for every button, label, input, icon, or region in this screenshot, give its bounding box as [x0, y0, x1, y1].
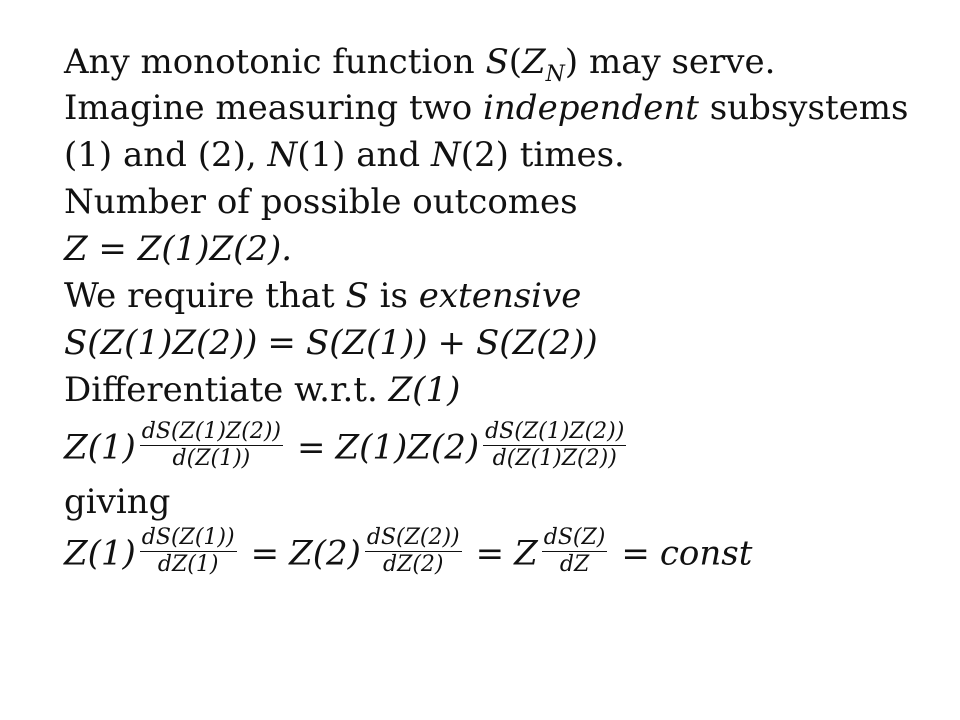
equals-sign: = [297, 427, 326, 468]
math-z1: Z(1) [388, 370, 461, 410]
math-const: const [659, 533, 753, 574]
line-number-of-outcomes [64, 182, 578, 222]
equals-sign: = [475, 533, 505, 574]
fraction-numerator: dS(Z(1)Z(2)) [141, 419, 282, 444]
text: Number of possible outcomes [64, 182, 578, 222]
plus-sign: + [437, 323, 467, 363]
math-prefactor: Z [514, 533, 538, 574]
fraction-numerator: dS(Z) [543, 525, 606, 550]
text: and [345, 135, 431, 175]
math-n: N [267, 135, 298, 175]
math-arg: (2) [460, 135, 509, 175]
math-arg: (1) [297, 135, 346, 175]
math-prefactor: Z(2) [289, 533, 361, 574]
text: is [368, 276, 419, 316]
math-z: Z [522, 42, 546, 82]
fraction-denominator: d(Z(1)) [172, 446, 251, 471]
text: times. [508, 135, 625, 175]
paren-open: ( [508, 42, 522, 82]
line-differentiate [64, 370, 460, 410]
subscript-n: N [545, 62, 565, 87]
equation-constant [64, 525, 753, 581]
fraction-numerator: dS(Z(1)) [141, 525, 235, 550]
equals-sign: = [250, 533, 280, 574]
text: giving [64, 482, 171, 522]
fraction-denominator: d(Z(1)Z(2)) [492, 446, 617, 471]
fraction-numerator: dS(Z(2)) [366, 525, 460, 550]
math-prefactor: Z(1)Z(2) [335, 427, 480, 468]
line-giving [64, 482, 170, 522]
text: Differentiate w.r.t. [64, 370, 389, 410]
fraction-2 [483, 420, 626, 471]
fraction-denominator: dZ(2) [382, 552, 444, 577]
math-n: N [430, 135, 461, 175]
text: Any monotonic function [64, 42, 486, 82]
math-s: S [485, 42, 509, 82]
equals-sign: = [621, 533, 650, 574]
fraction-denominator: dZ [559, 552, 590, 577]
text: may serve. [578, 42, 776, 82]
fraction-1 [140, 526, 237, 577]
math-prefactor: Z(1) [64, 533, 136, 574]
text: (1) and (2), [64, 135, 268, 175]
fraction-denominator: dZ(1) [157, 552, 219, 577]
fraction-1 [140, 420, 283, 471]
emphasis-extensive: extensive [418, 276, 582, 316]
math-rhs-2: S(Z(2)) [476, 323, 598, 363]
equation-derivative [64, 419, 630, 475]
text: Imagine measuring two [64, 88, 484, 128]
line-monotonic-function [64, 42, 775, 87]
line-require-extensive [64, 276, 581, 316]
math-s: S [345, 276, 369, 316]
line-imagine-measuring [64, 88, 908, 128]
text: subsystems [698, 88, 909, 128]
emphasis-independent: independent [483, 88, 699, 128]
math-prefactor: Z(1) [64, 427, 136, 468]
equation-extensivity [64, 323, 598, 363]
math-expression: Z = Z(1)Z(2). [64, 229, 293, 269]
math-lhs: S(Z(1)Z(2)) [64, 323, 258, 363]
paren-close: ) [564, 42, 579, 82]
math-rhs-1: S(Z(1)) [305, 323, 428, 363]
line-subsystems [64, 135, 625, 175]
equals-sign: = [267, 323, 296, 363]
equation-z-product [64, 229, 292, 269]
fraction-2 [365, 526, 462, 577]
fraction-3 [542, 526, 608, 577]
fraction-numerator: dS(Z(1)Z(2)) [485, 419, 625, 444]
text: We require that [64, 276, 346, 316]
